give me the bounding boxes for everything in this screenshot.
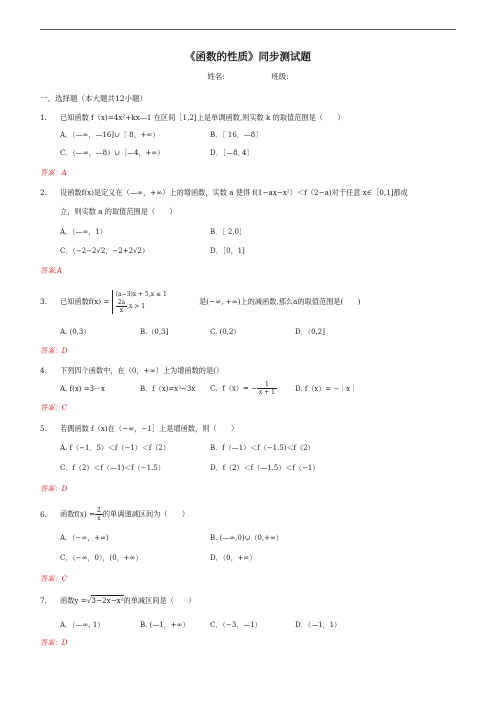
option-a: A. f(x) =3－x: [60, 385, 105, 393]
question-2-continued: 立，则实数 a 的取值范围是（ ）: [60, 207, 177, 216]
fraction-denominator: x + 1: [258, 389, 275, 396]
option-c: [210, 381, 277, 396]
answer-2: 答案:A: [40, 266, 62, 275]
option-c: C．（−2−2√2，−2+2√2）: [60, 247, 149, 255]
option-b: B. (—1，+∞）: [140, 621, 190, 629]
question-2: [40, 187, 456, 198]
page-title: 《函数的性质》同步测试题: [185, 51, 311, 63]
option-d: D. f（x）= −｜x｜: [295, 385, 358, 393]
question-number: 5.: [40, 424, 47, 433]
answer-7: 答案：D: [40, 638, 68, 647]
question-1: [40, 112, 456, 123]
option-b: B．f（—1）＜f（−1.5)＜f（2）: [210, 444, 315, 452]
question-text: 设函数f(x)是定义在（—∞，+∞）上的增函数，实数 a 使得 f(1−ax−x²）＜f（2−a)对于任意 x∈［0,1]都成: [60, 188, 408, 197]
fraction-numerator: 1: [257, 381, 277, 389]
option-c: C. (0,2）: [210, 328, 241, 336]
question-number: 7.: [40, 596, 47, 605]
question-5: [40, 423, 456, 434]
fraction-denominator: x: [119, 307, 124, 314]
piece-2-condition: ,x > 1: [127, 303, 146, 310]
question-number: 6.: [40, 509, 47, 519]
option-d: D．［0，1]: [210, 247, 245, 255]
name-label: 姓名:: [207, 72, 225, 81]
option-a: A．（−∞，+∞): [60, 534, 109, 542]
option-d: D．（0，+∞）: [210, 554, 257, 562]
option-b: B.（0,3]: [140, 328, 169, 336]
fraction-numerator: 2a: [117, 299, 126, 306]
question-number: 2.: [40, 188, 47, 197]
header-rule: [40, 29, 456, 30]
function-fraction: [95, 507, 103, 522]
option-c: C．（−∞，0），(0，+∞）: [60, 554, 143, 562]
answer-6: 答案：C: [40, 574, 68, 583]
option-b: B．［ 16，—8］: [210, 131, 263, 139]
option-a: A．（—∞，1）: [60, 228, 107, 236]
piece-1: (a−3)x + 5,x ≤ 1: [115, 291, 167, 298]
question-7: [40, 595, 456, 606]
option-d: D．（0,2]: [295, 328, 325, 336]
function-label: 已知函数f(x) =: [60, 297, 110, 306]
question-text: 是(−∞, +∞)上的减函数,那么a的取值范围是( ): [199, 297, 361, 306]
option-b: B．［ 2,0］: [210, 228, 247, 236]
question-text: 的单调递减区间为（ ）: [102, 509, 190, 519]
question-text: 若偶函数 f（x)在（−∞，−1］上是增函数，则（ ）: [60, 424, 239, 433]
question-3: [40, 290, 456, 314]
answer-4: 答案：C: [40, 403, 68, 412]
option-d: D．f（2）＜f（—1.5）＜f（−1）: [210, 464, 320, 472]
option-d: D．（—1，1）: [295, 621, 342, 629]
question-text: 的单减区间是（ ）: [123, 596, 196, 605]
option-b: B. (—∞,0)∪（0,+∞）: [210, 534, 283, 542]
option-d: D．［—8, 4］: [210, 149, 254, 157]
radical-sign: √: [86, 596, 92, 605]
option-a: A．（—∞, 1）: [60, 621, 105, 629]
option-c-text: C．f（x）= −: [210, 384, 257, 393]
fraction-numerator: 2: [97, 507, 101, 514]
answer-5: 答案：D: [40, 484, 68, 493]
question-4: [40, 365, 456, 376]
question-6: [40, 507, 456, 522]
question-number: 1.: [40, 113, 47, 122]
option-b: B．f（x)=x²−3x: [140, 385, 196, 393]
option-a: A．（—∞，—16]∪［ 8，+∞）: [60, 131, 160, 139]
option-c: C．（−3，—1）: [210, 621, 262, 629]
piece-2-fraction: [116, 299, 127, 314]
piecewise-brace: [112, 290, 167, 314]
radicand: 3−2x−x²: [91, 596, 124, 605]
question-number: 4.: [40, 366, 47, 375]
option-c: C．f（2）＜f（—1)＜f（−1.5）: [60, 464, 165, 472]
fraction-denominator: x: [97, 515, 101, 522]
question-text: 下列四个函数中，在（0，+∞）上为增函数的是(）: [60, 366, 224, 375]
answer-1: 答案：A: [40, 168, 67, 177]
function-label: 函数y =: [60, 596, 87, 605]
class-label: 班级:: [271, 72, 289, 81]
option-c-fraction: [257, 381, 277, 396]
section-heading: 一、选择题（本大题共12小题）: [40, 94, 148, 103]
piece-2: [116, 299, 167, 314]
option-a: A. (0,3）: [60, 328, 91, 336]
option-c: C．（—∞，—8）∪［—4，+∞）: [60, 149, 165, 157]
name-class-line: [0, 71, 496, 82]
function-label: 函数f(x) =: [60, 509, 96, 519]
answer-3: 答案：D: [40, 346, 68, 355]
option-a: A. f（−1．5）＜f（−1）＜f（2）: [60, 444, 170, 452]
question-text: 已知函数 f（x)=4x²+kx—1 在区间［1,2]上是单调函数,则实数 k 的取值范围是（ ）: [60, 113, 345, 122]
question-number: 3.: [40, 297, 47, 306]
